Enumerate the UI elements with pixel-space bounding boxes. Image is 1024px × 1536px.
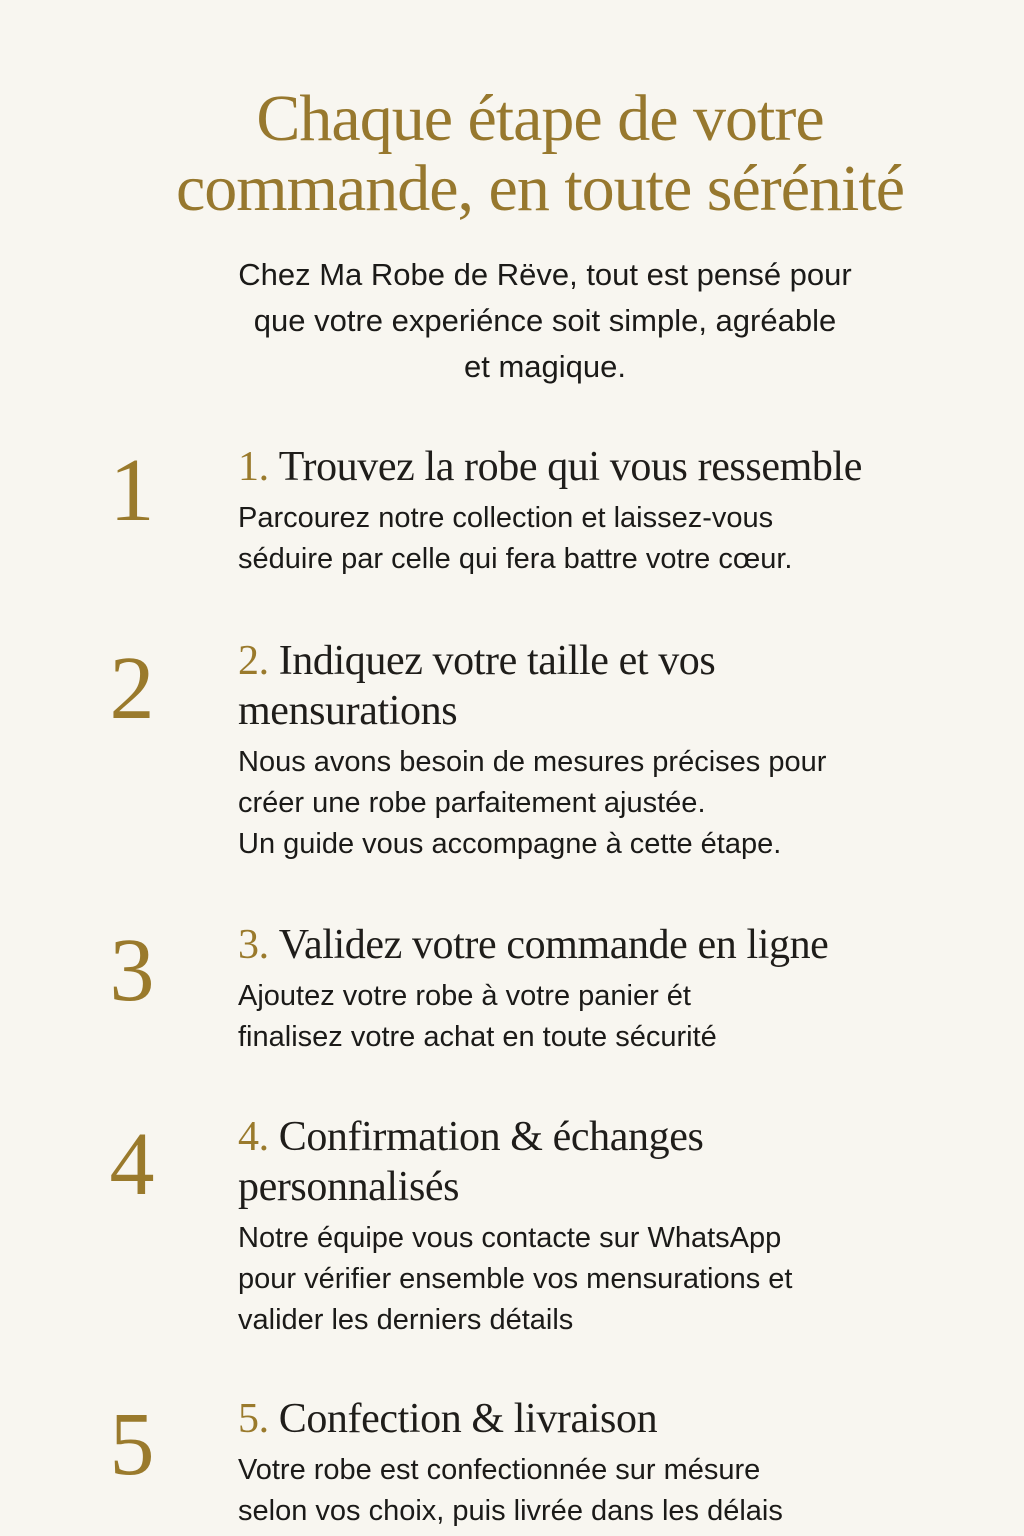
step-prefix: 5. [238,1396,269,1442]
page-title [40,84,1024,224]
step-title [238,920,998,970]
step-description-line: créer une robe parfaitement ajustée. [238,787,706,819]
step-description [238,976,998,1058]
step-title [238,1112,998,1212]
step-title-line: mensurations [238,688,458,734]
step-title [238,1394,998,1444]
step-title-line [238,1394,998,1444]
step-prefix: 2. [238,638,269,684]
step-description [238,1218,998,1341]
step-description-line: Notre équipe vous contacte sur WhatsApp [238,1222,782,1254]
intro-line: et magique. [464,349,626,384]
step-title-line: personnalisés [238,1164,460,1210]
step-number: 3 [109,921,155,1020]
step-title-line [238,636,998,686]
intro-text [120,252,970,390]
step-title-line [238,920,998,970]
step-description [238,498,998,580]
step-description-line: finalisez votre achat en toute sécurité [238,1021,717,1053]
step-prefix: 1. [238,444,269,490]
step-title-text: Indiquez votre taille et vos [278,638,716,684]
step-content [238,636,998,865]
step-title-text: Validez votre commande en ligne [278,922,829,968]
step-description-line: Ajoutez votre robe à votre panier ét [238,980,691,1012]
step-title-line [238,1112,998,1162]
step-number: 2 [109,639,155,738]
step-prefix: 4. [238,1114,269,1160]
step-title-text: Confection & livraison [278,1396,658,1442]
step-number: 1 [109,441,155,540]
step-content [238,442,998,580]
step-description-line: Nous avons besoin de mesures précises pour [238,746,827,778]
step-description-line: valider les derniers détails [238,1304,574,1336]
step-description-line: Votre robe est confectionnée sur mésure [238,1454,761,1486]
intro-line: Chez Ma Robe de Rëve, tout est pensé pour [238,257,852,292]
step-description-line: Parcourez notre collection et laissez-vous [238,502,774,534]
step-prefix: 3. [238,922,269,968]
step-number: 4 [109,1115,155,1214]
page-title-line: Chaque étape de votre [256,82,824,155]
intro-line: que votre experiénce soit simple, agréable [253,303,837,338]
step-content [238,920,998,1058]
step-title-text: Trouvez la robe qui vous ressemble [278,444,862,490]
step-title-text: Confirmation & échanges [278,1114,704,1160]
page-title-line: commande, en toute sérénité [175,152,905,225]
step-content [238,1112,998,1341]
step-description-line: selon vos choix, puis livrée dans les délais [238,1495,783,1527]
step-title [238,636,998,736]
step-description-line: Un guide vous accompagne à cette étape. [238,828,782,860]
step-title [238,442,998,492]
step-title-line [238,442,998,492]
step-description [238,1450,998,1532]
step-description [238,742,998,865]
step-description-line: séduire par celle qui fera battre votre cœur. [238,543,793,575]
step-content [238,1394,998,1532]
step-description-line: pour vérifier ensemble vos mensurations et [238,1263,793,1295]
step-number: 5 [109,1395,155,1494]
